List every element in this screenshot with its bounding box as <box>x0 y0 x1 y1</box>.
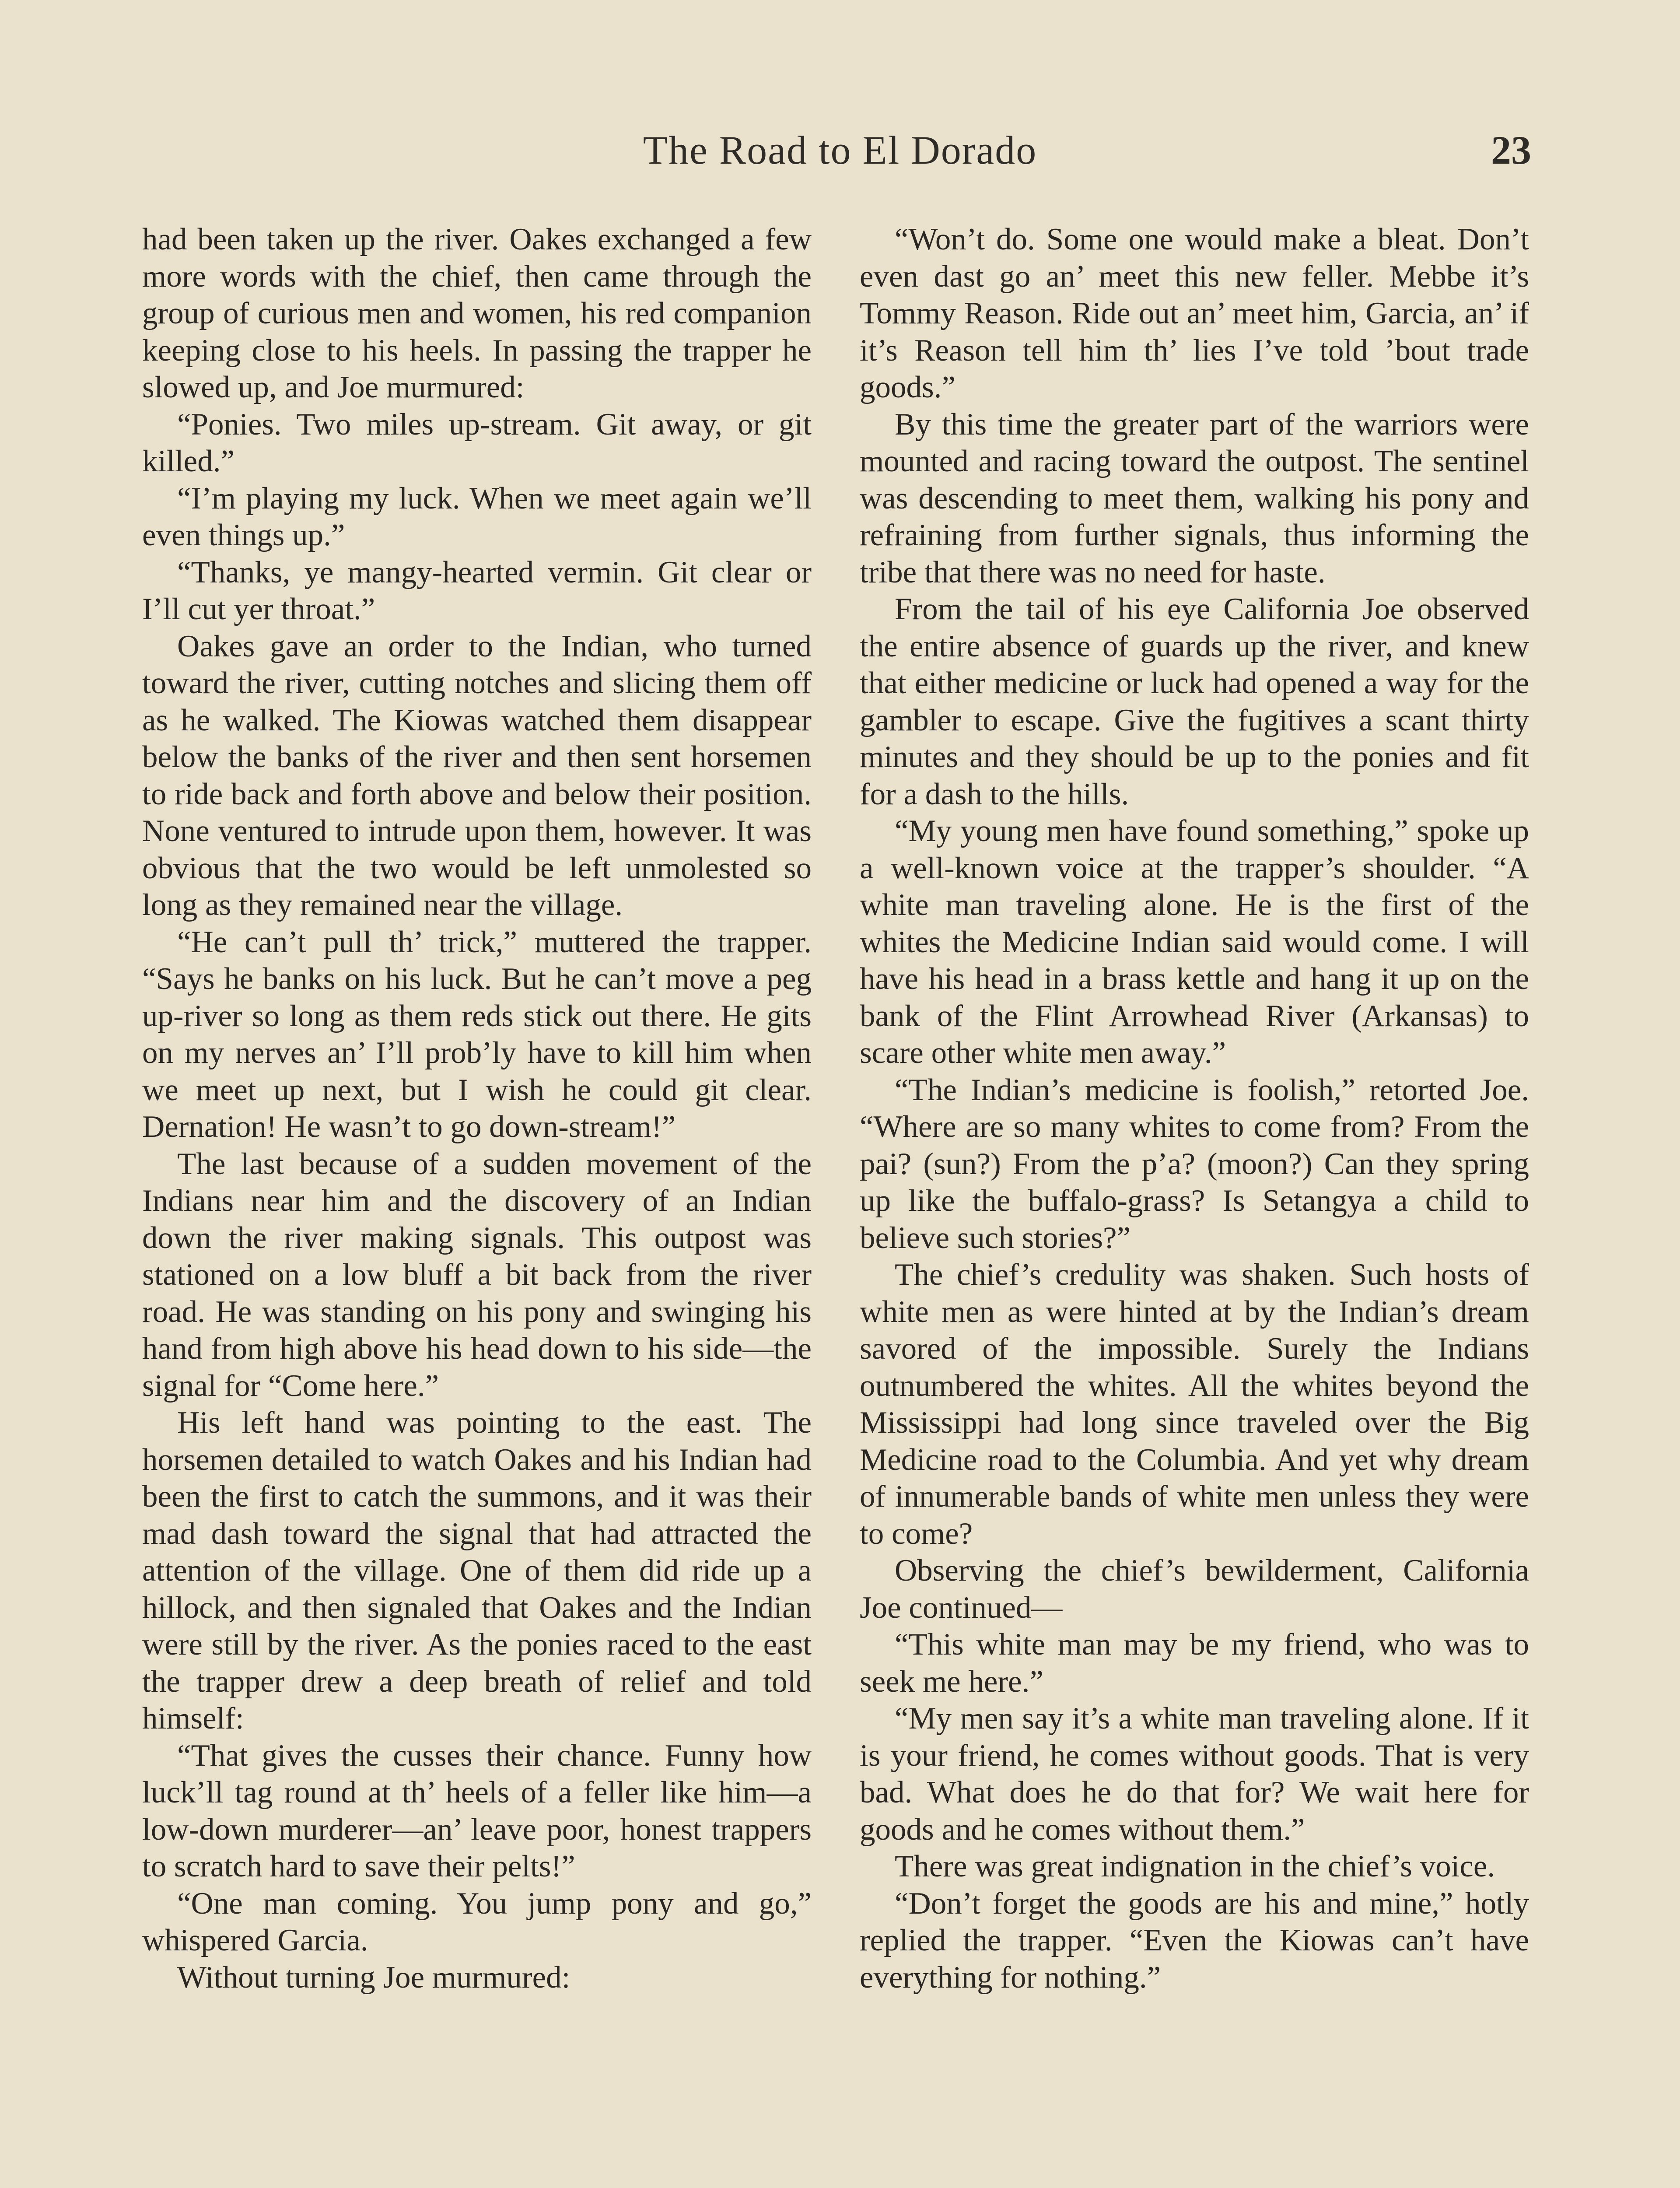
paragraph: “This white man may be my friend, who was to seek me here.” <box>860 1627 1529 1699</box>
paragraph: “One man coming. You jump pony and go,” whispered Garcia. <box>142 1886 812 1957</box>
paragraph: “He can’t pull th’ trick,” muttered the trapper. “Says he banks on his luck. But he can’t move a peg up-river so long as them reds stick out there. He gits on my nerves an’ I’ll prob’ly have to kill him when we meet up next, but I wish he could git clear. Dernation! He wasn’t to go down-stream!” <box>142 925 812 1144</box>
paragraph: “The Indian’s medicine is foolish,” retorted Joe. “Where are so many whites to come from? From the pai? (sun?) From the p’a? (moon?) Can they spring up like the buffalo-grass? Is Setangya a child to believe such stories?” <box>860 1073 1529 1255</box>
paragraph: The chief’s credulity was shaken. Such hosts of white men as were hinted at by the Indian’s dream savored of the impossible. Surely the Indians outnumbered the whites. All the whites beyond the Mississippi had long since traveled over the Big Medicine road to the Columbia. And yet why dream of innumerable bands of white men unless they were to come? <box>860 1258 1529 1551</box>
paragraph: There was great indignation in the chief’s voice. <box>895 1849 1495 1883</box>
left-column <box>142 221 812 1996</box>
paragraph: “Ponies. Two miles up-stream. Git away, or git killed.” <box>142 407 812 478</box>
paragraph: Oakes gave an order to the Indian, who turned toward the river, cutting notches and slicing them off as he walked. The Kiowas watched them disappear below the banks of the river and then sent horsemen to ride back and forth above and below their position. None ventured to intrude upon them, however. It was obvious that the two would be left unmolested so long as they remained near the village. <box>142 629 812 922</box>
paragraph: “I’m playing my luck. When we meet again we’ll even things up.” <box>142 481 812 552</box>
paragraph: “My young men have found something,” spoke up a well-known voice at the trapper’s shoulder. “A white man traveling alone. He is the first of the whites the Medicine Indian said would come. I will have his head in a brass kettle and hang it up on the bank of the Flint Arrowhead River (Arkansas) to scare other white men away.” <box>860 814 1529 1070</box>
paragraph: “That gives the cusses their chance. Funny how luck’ll tag round at th’ heels of a feller like him—a low-down murderer—an’ leave poor, honest trappers to scratch hard to save their pelts!” <box>142 1738 812 1883</box>
page-header <box>0 127 1680 184</box>
paragraph: “My men say it’s a white man traveling alone. If it is your friend, he comes without goods. That is very bad. What does he do that for? We wait here for goods and he comes without them.” <box>860 1701 1529 1847</box>
paragraph: From the tail of his eye California Joe observed the entire absence of guards up the river, and knew that either medicine or luck had opened a way for the gambler to escape. Give the fugitives a scant thirty minutes and they should be up to the ponies and fit for a dash to the hills. <box>860 592 1529 811</box>
paragraph: “Don’t forget the goods are his and mine,” hotly replied the trapper. “Even the Kiowas can’t have everything for nothing.” <box>860 1886 1529 1995</box>
right-column <box>860 221 1529 1996</box>
paragraph: Without turning Joe murmured: <box>177 1960 570 1995</box>
paragraph: had been taken up the river. Oakes exchanged a few more words with the chief, then came through the group of curious men and women, his red companion keeping close to his heels. In passing the trapper he slowed up, and Joe murmured: <box>142 222 812 404</box>
paragraph: “Won’t do. Some one would make a bleat. Don’t even dast go an’ meet this new feller. Mebbe it’s Tommy Reason. Ride out an’ meet him, Garcia, an’ if it’s Reason tell him th’ lies I’ve told ’bout trade goods.” <box>860 222 1529 404</box>
page-number: 23 <box>1491 128 1531 172</box>
paragraph: By this time the greater part of the warriors were mounted and racing toward the outpost. The sentinel was descending to meet them, walking his pony and refraining from further signals, thus informing the tribe that there was no need for haste. <box>860 407 1529 589</box>
paragraph: His left hand was pointing to the east. The horsemen detailed to watch Oakes and his Indian had been the first to catch the summons, and it was their mad dash toward the signal that had attracted the attention of the village. One of them did ride up a hillock, and then signaled that Oakes and the Indian were still by the river. As the ponies raced to the east the trapper drew a deep breath of relief and told himself: <box>142 1406 812 1736</box>
paragraph: The last because of a sudden movement of the Indians near him and the discovery of an Indian down the river making signals. This outpost was stationed on a low bluff a bit back from the river road. He was standing on his pony and swinging his hand from high above his head down to his side—the signal for “Come here.” <box>142 1147 812 1403</box>
paragraph: “Thanks, ye mangy-hearted vermin. Git clear or I’ll cut yer throat.” <box>142 555 812 626</box>
paragraph: Observing the chief’s bewilderment, California Joe continued— <box>860 1553 1529 1625</box>
running-title: The Road to El Dorado <box>643 128 1037 172</box>
